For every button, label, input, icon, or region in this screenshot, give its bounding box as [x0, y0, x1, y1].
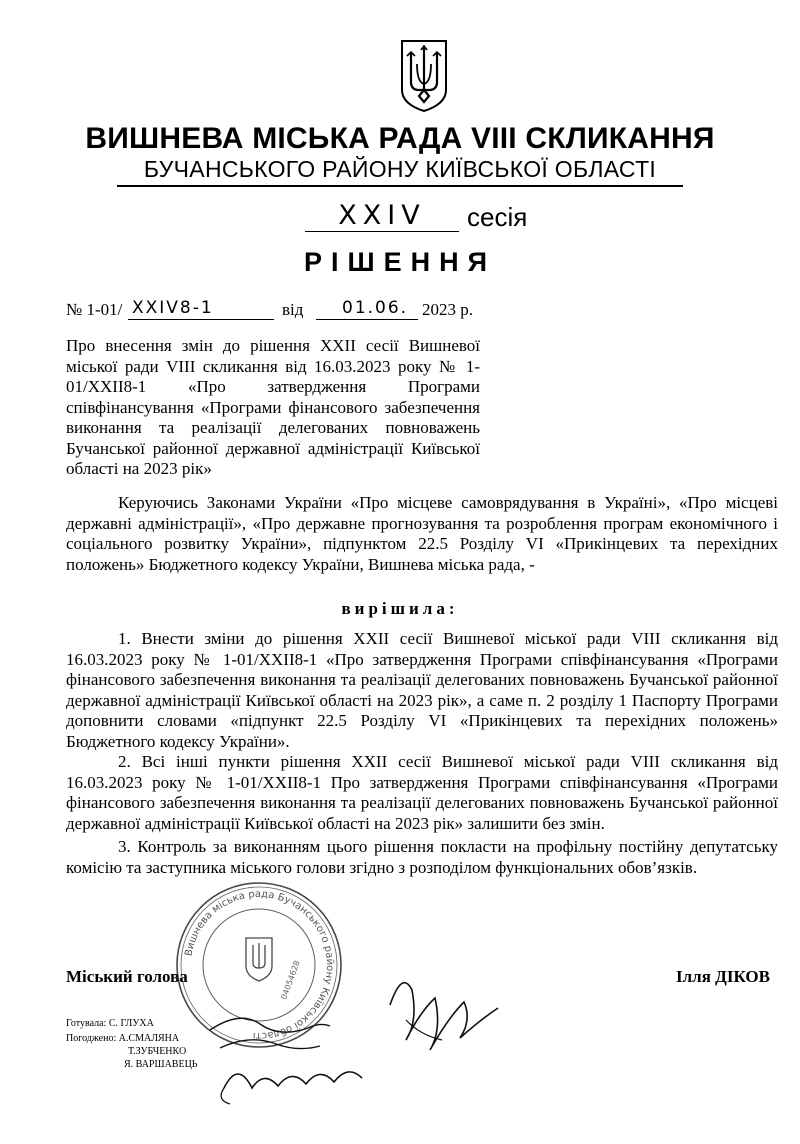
decision-number-underline: [128, 319, 274, 320]
session-word: сесія: [467, 202, 528, 232]
session-line: [305, 200, 545, 234]
document-heading: РІШЕННЯ: [303, 247, 497, 277]
decision-item-2: 2. Всі інші пункти рішення XXII сесії Вишневої міської ради VIII скликання від 16.03.2023 року № 1-01/XXII8-1 Про затвердження Програми співфінансування «Програми фінансового забезпечення виконання та реалізації делегованих повноважень Бучанської районної державної адміністрації Київської області на 2023 рік» залишити без змін.: [66, 752, 778, 833]
preamble: [66, 493, 778, 575]
decision-date-value: 01.06.: [342, 298, 409, 318]
decision-number-prefix: № 1-01/: [66, 300, 123, 319]
session-underline: [305, 231, 459, 232]
mayor-label: Міський голова: [66, 967, 188, 986]
svg-text:Вишнева міська рада Бучанськог: Вишнева міська рада Бучанського району Київської області: [183, 888, 336, 1042]
decision-year: 2023 р.: [422, 300, 473, 319]
decision-items: [66, 629, 778, 878]
decision-date-underline: [316, 319, 418, 320]
agreed-by-2: Т.ЗУБЧЕНКО: [128, 1046, 187, 1057]
district-line: БУЧАНСЬКОГО РАЙОНУ КИЇВСЬКОЇ ОБЛАСТІ: [143, 156, 657, 182]
trident-coat-of-arms-icon: [399, 38, 449, 114]
mayor-signature: [180, 960, 500, 1120]
decision-subject: Про внесення змін до рішення XXII сесії Вишневої міської ради VIII скликання від 16.03.2023 року № 1-01/XXII8-1 «Про затвердження Програми співфінансування «Програми фінансового забезпечення виконання та реалізації делегованих повноважень Бучанської районної державної адміністрації Київської області на 2023 рік»: [66, 336, 480, 478]
decision-item-1: 1. Внести зміни до рішення XXII сесії Вишневої міської ради VIII скликання від 16.03.2023 року № 1-01/XXII8-1 «Про затвердження Програми співфінансування «Програми фінансового забезпечення виконання та реалізації делегованих повноважень Бучанської районної державної адміністрації Київської області на 2023 рік», а саме п. 2 розділу 1 Паспорту Програми доповнити словами «підпункт 22.5 Розділу VI «Прикінцевих та перехідних положень» Бюджетного кодексу України».: [66, 629, 778, 751]
council-title: ВИШНЕВА МІСЬКА РАДА VIII СКЛИКАННЯ: [85, 122, 715, 155]
decision-number-value: XXIV8-1: [132, 298, 214, 318]
agreed-by-3: Я. ВАРШАВЕЦЬ: [124, 1059, 198, 1070]
prepared-by: Готувала: С. ГЛУХА: [66, 1018, 154, 1029]
decision-number-line: [66, 298, 486, 324]
session-number: XXIV: [338, 200, 426, 231]
header-divider: [117, 185, 683, 187]
svg-text:04054628: 04054628: [279, 959, 302, 1001]
mayor-name: Ілля ДІКОВ: [676, 967, 770, 986]
preamble-text: Керуючись Законами України «Про місцеве самоврядування в Україні», «Про місцеві державні адміністрації», «Про державне прогнозування та розроблення програм економічного і соціального розвитку України», підпунктом 22.5 Розділу VI «Прикінцевих та перехідних положень» Бюджетного кодексу України, Вишнева міська рада, -: [66, 493, 778, 574]
agreed-by: Погоджено: А.СМАЛЯНА: [66, 1033, 180, 1044]
resolved-heading: вирішила:: [341, 599, 459, 618]
decision-from-label: від: [282, 300, 304, 319]
decision-item-3: 3. Контроль за виконанням цього рішення покласти на профільну постійну депутатську комісію та заступника міського голови згідно з розподілом функціональних обов’язків.: [66, 837, 778, 877]
